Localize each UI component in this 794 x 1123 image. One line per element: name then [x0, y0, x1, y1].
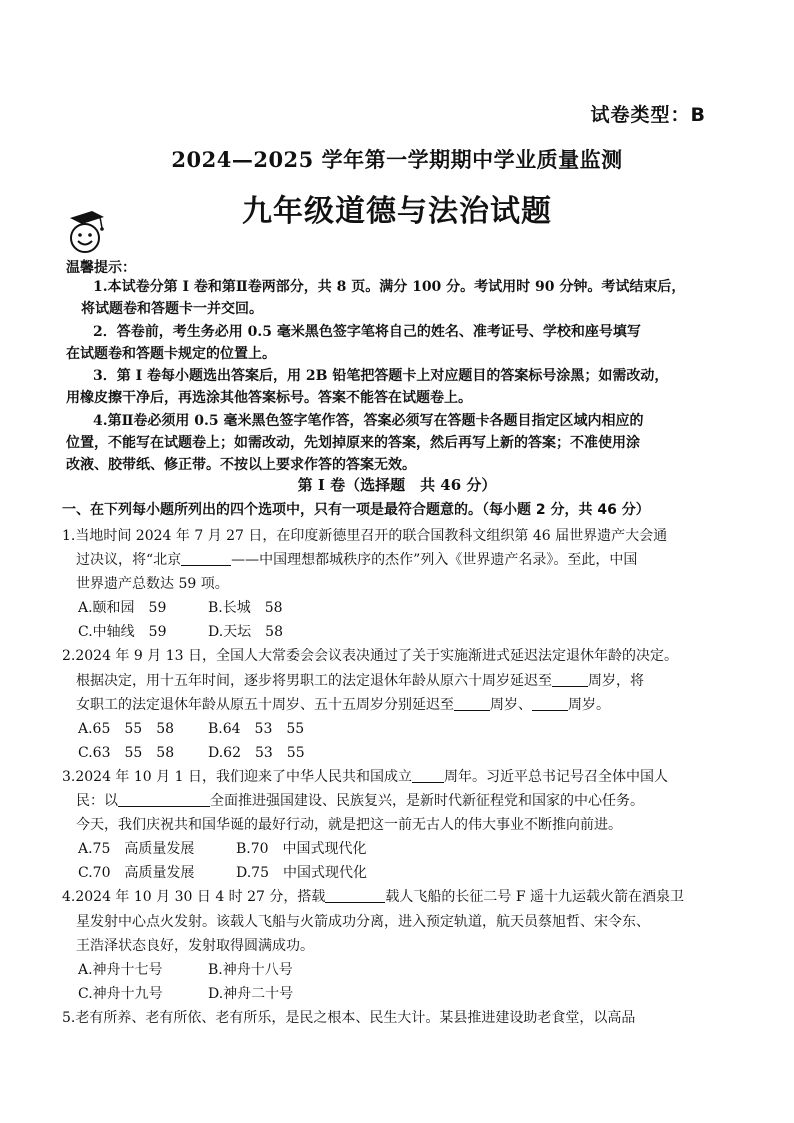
main-title: 2024—2025 学年第一学期期中学业质量监测	[171, 147, 623, 172]
question-text: 过决议，将“北京	[76, 552, 182, 569]
question-1-line	[62, 548, 746, 572]
question-3-line: 今天，我们庆祝共和国华诞的最好行动，就是把这一前无古人的伟大事业不断推向前进。	[76, 817, 622, 834]
tip-line: 2．答卷前，考生务必用 0.5 毫米黑色签字笔将自己的姓名、准考证号、学校和座号填写	[93, 323, 641, 340]
answer-blank	[118, 792, 210, 807]
answer-blank	[412, 768, 444, 783]
tip-line: 在试题卷和答题卡规定的位置上。	[66, 345, 276, 362]
question-text: ——中国理想都城秩序的杰作”列入《世界遗产名录》。至此，中国	[231, 552, 638, 569]
question-text: 周岁。	[568, 696, 610, 713]
option-b: B.神舟十八号	[208, 961, 293, 978]
question-2-line: 2.2024 年 9 月 13 日，全国人大常委会会议表决通过了关于实施渐进式延迟法定退休年龄的决定。	[62, 648, 678, 665]
question-text: 周岁，将	[588, 672, 644, 689]
tip-line: 用橡皮擦干净后，再选涂其他答案标号。答案不能答在试题卷上。	[66, 390, 472, 407]
question-text: 女职工的法定退休年龄从原五十周岁、五十五周岁分别延迟至	[76, 696, 454, 713]
question-list	[62, 524, 746, 1030]
section-instruction: 一、在下列每小题所列出的四个选项中，只有一项是最符合题意的。（每小题 2 分，共 46 分）	[62, 502, 650, 518]
exam-type-label: 试卷类型：B	[590, 104, 706, 126]
question-4-options	[62, 982, 746, 1006]
option-a: A.神舟十七号	[78, 961, 163, 978]
question-text: 民：以	[76, 793, 118, 810]
option-d: D.75 中国式现代化	[236, 865, 367, 882]
sub-title: 九年级道德与法治试题	[242, 194, 552, 229]
question-4-line	[62, 885, 746, 909]
question-2-line	[62, 669, 746, 693]
option-b: B.64 53 55	[208, 720, 305, 737]
tip-line: 1.本试卷分第 I 卷和第Ⅱ卷两部分，共 8 页。满分 100 分。考试用时 90 分钟。考试结束后，	[93, 279, 686, 295]
question-text: 载人飞船的长征二号 F 遥十九运载火箭在酒泉卫	[385, 889, 685, 906]
option-d: D.神舟二十号	[208, 985, 294, 1002]
option-c: C.63 55 58	[78, 744, 175, 761]
question-3-line	[62, 789, 746, 813]
answer-blank	[454, 696, 490, 711]
option-d: D.62 53 55	[208, 744, 305, 761]
tip-line: 改液、胶带纸、修正带。不按以上要求作答的答案无效。	[66, 457, 416, 474]
option-c: C.神舟十九号	[78, 985, 163, 1002]
option-b: B.70 中国式现代化	[236, 841, 367, 858]
question-4-line: 星发射中心点火发射。该载人飞船与火箭成功分离，进入预定轨道，航天员蔡旭哲、宋令东、	[76, 913, 650, 930]
section-title: 第 I 卷（选择题 共 46 分）	[297, 476, 497, 494]
answer-blank	[532, 696, 568, 711]
question-3-options	[62, 837, 746, 861]
tips-block	[66, 276, 734, 477]
question-4-line: 王浩泽状态良好，发射取得圆满成功。	[76, 937, 314, 954]
answer-blank	[552, 672, 588, 687]
question-1-options	[62, 620, 746, 644]
question-2-options	[62, 741, 746, 765]
question-text: 根据决定，用十五年时间，逐步将男职工的法定退休年龄从原六十周岁延迟至	[76, 672, 552, 689]
option-b: B.长城 58	[208, 600, 283, 617]
question-text: 周年。习近平总书记号召全体中国人	[443, 768, 668, 785]
question-1-options	[62, 596, 746, 620]
tip-line: 将试题卷和答题卡一并交回。	[81, 301, 263, 318]
question-text: 周岁、	[490, 696, 532, 713]
tip-line: 4.第Ⅱ卷必须用 0.5 毫米黑色签字笔作答，答案必须写在答题卡各题目指定区域内相应的	[93, 412, 644, 429]
question-text: 4.2024 年 10 月 30 日 4 时 27 分，搭载	[62, 889, 326, 906]
question-3-line	[62, 765, 746, 789]
question-5-line: 5.老有所养、老有所依、老有所乐，是民之根本、民生大计。某县推进建设助老食堂，以高品	[62, 1009, 636, 1026]
smiley-graduate-icon	[62, 208, 108, 256]
option-c: C.中轴线 59	[78, 624, 167, 641]
option-d: D.天坛 58	[208, 624, 283, 641]
question-text: 3.2024 年 10 月 1 日，我们迎来了中华人民共和国成立	[62, 768, 412, 785]
option-a: A.75 高质量发展	[78, 841, 195, 858]
tip-line: 3．第 I 卷每小题选出答案后，用 2B 铅笔把答题卡上对应题目的答案标号涂黑；如需改动，	[93, 368, 669, 385]
question-1-line: 1.当地时间 2024 年 7 月 27 日，在印度新德里召开的联合国教科文组织第 46 届世界遗产大会通	[62, 528, 668, 544]
question-1-line: 世界遗产总数达 59 项。	[76, 576, 229, 593]
answer-blank	[325, 888, 385, 903]
question-2-line	[62, 693, 746, 717]
question-2-options	[62, 717, 746, 741]
answer-blank	[181, 551, 231, 566]
tips-label: 温馨提示：	[66, 260, 136, 276]
option-a: A.颐和园 59	[78, 600, 167, 617]
question-4-options	[62, 958, 746, 982]
option-c: C.70 高质量发展	[78, 865, 195, 882]
question-3-options	[62, 861, 746, 885]
tip-line: 位置，不能写在试题卷上；如需改动，先划掉原来的答案，然后再写上新的答案；不准使用涂	[66, 435, 640, 452]
option-a: A.65 55 58	[78, 720, 175, 737]
question-text: 全面推进强国建设、民族复兴，是新时代新征程党和国家的中心任务。	[210, 793, 644, 810]
